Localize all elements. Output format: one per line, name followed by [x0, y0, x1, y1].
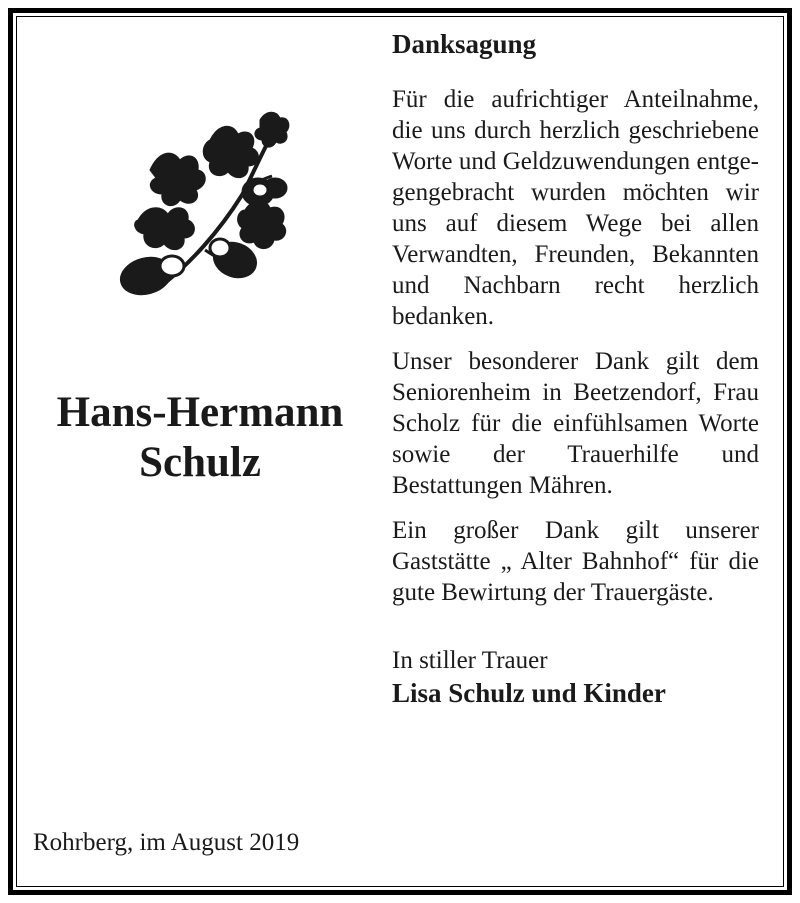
notice-body — [392, 28, 759, 710]
closing-line: In stiller Trauer — [392, 647, 548, 674]
notice-paragraph-3: Ein großer Dank gilt unserer Gaststätte „ Alter Bahnhof“ für die gute Bewirtung der Trauergäste. — [392, 517, 759, 606]
signature: Lisa Schulz und Kinder — [392, 678, 666, 708]
deceased-name-line2: Schulz — [139, 439, 261, 486]
place-date: Rohrberg, im August 2019 — [33, 829, 300, 856]
notice-paragraph-2: Unser besonderer Dank gilt dem Seniorenheim in Beetzendorf, Frau Scholz für die einfühlsamen Worte sowie der Trauerhilfe und Bestattungen Mähren. — [392, 348, 759, 499]
notice-paragraph-1: Für die aufrichtiger Anteilnahme, die uns durch herzlich geschriebene Worte und Geldzuwendungen entgegengebracht wurden möchten wir uns auf diesem Wege bei allen Verwandten, Freunden, Bekannten und Nachbarn recht herzlich bedanken. — [392, 86, 759, 330]
oak-leaves-acorns-icon — [110, 100, 300, 310]
deceased-name — [25, 388, 375, 488]
notice-heading: Danksagung — [392, 29, 537, 59]
deceased-name-line1: Hans-Hermann — [56, 389, 344, 436]
